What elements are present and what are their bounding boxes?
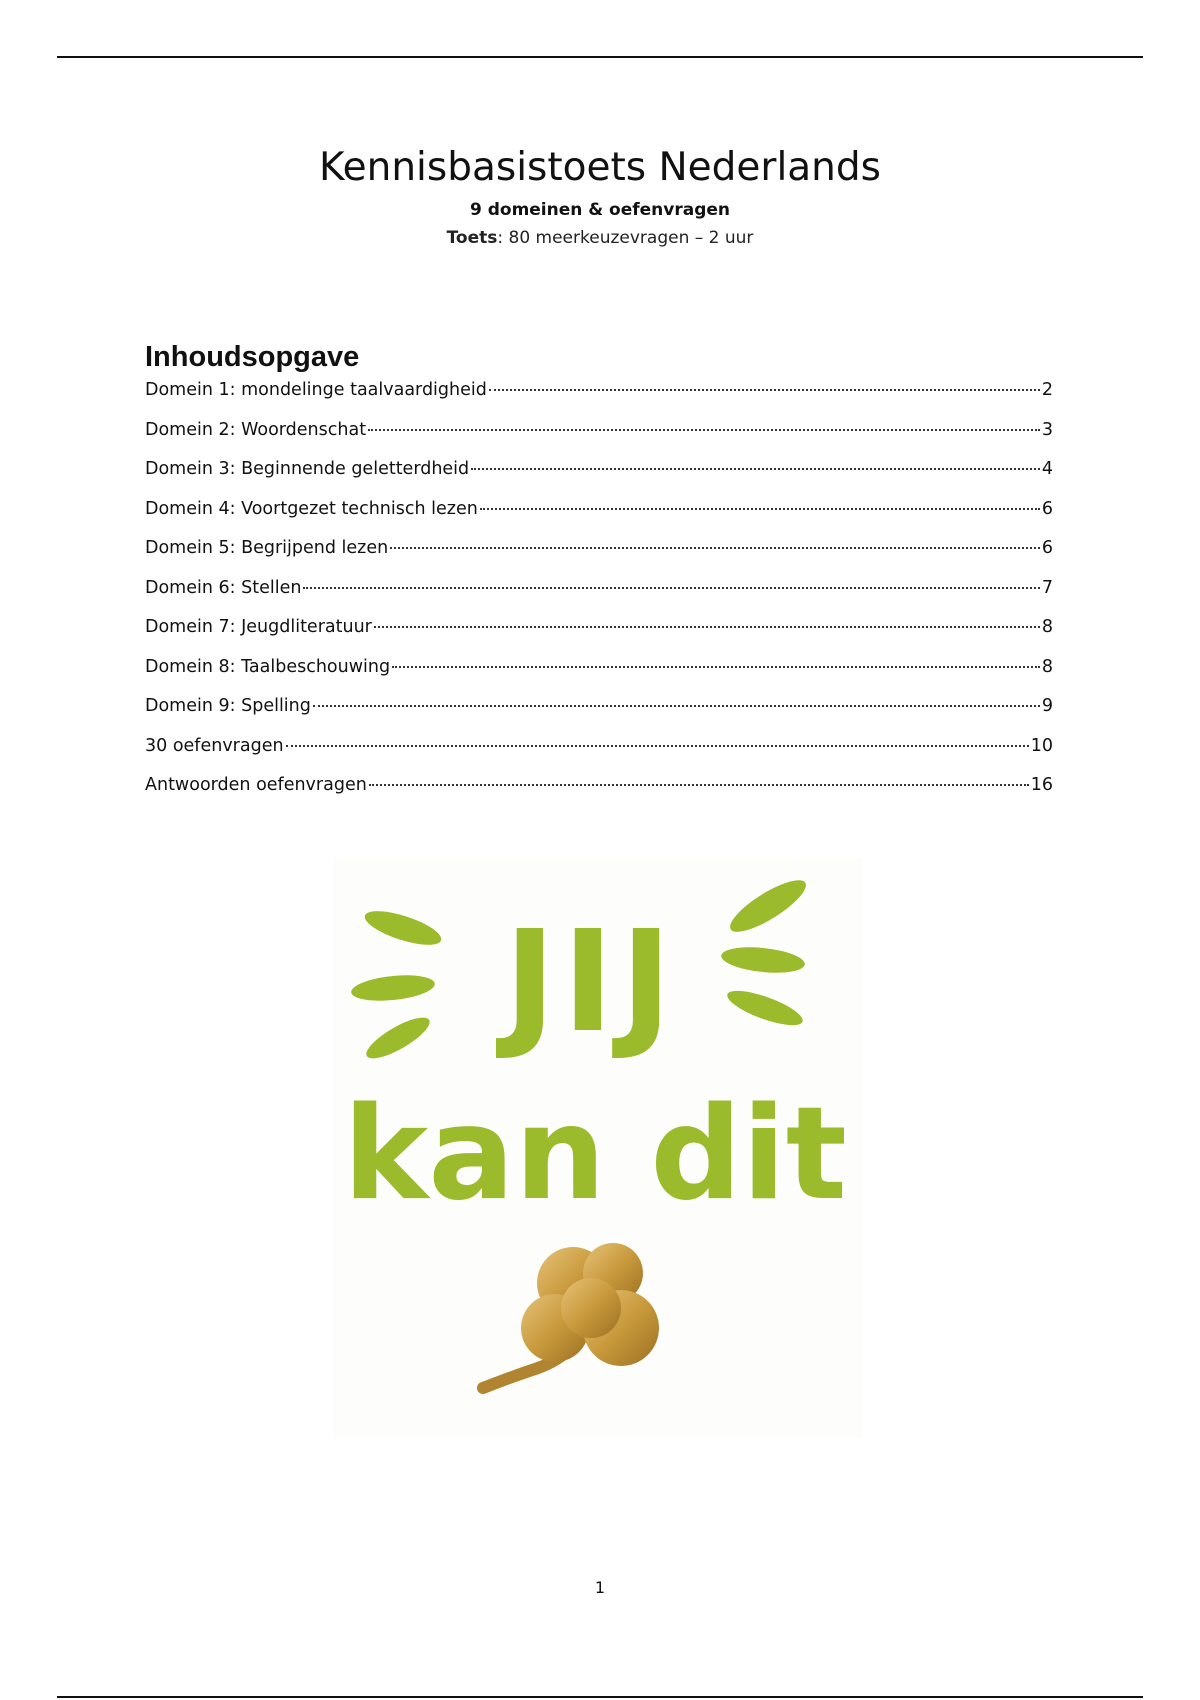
toc-entry-page: 8 xyxy=(1041,656,1053,677)
document-subtitle: 9 domeinen & oefenvragen xyxy=(469,200,731,220)
toc-entry[interactable] xyxy=(145,617,1053,657)
illustration-line1: JIJ xyxy=(503,901,679,1064)
toc-entry[interactable] xyxy=(145,736,1053,776)
toc-entry-label: Domein 5: Begrijpend lezen xyxy=(145,538,389,558)
toc-entry-page: 7 xyxy=(1041,577,1053,598)
left-burst-strokes xyxy=(350,904,445,1065)
toc-entry-label: Domein 6: Stellen xyxy=(145,577,302,598)
document-title: Kennisbasistoets Nederlands xyxy=(319,145,881,190)
toc-entry-page: 10 xyxy=(1030,735,1053,756)
toc-dot-leader xyxy=(286,745,1029,747)
toc-heading: Inhoudsopgave xyxy=(145,341,360,373)
toc-entry[interactable] xyxy=(145,657,1053,697)
header-rule xyxy=(57,56,1143,58)
toc-entry[interactable] xyxy=(145,775,1053,815)
toc-list xyxy=(145,380,1053,815)
toc-entry-label: Domein 2: Woordenschat xyxy=(145,419,367,440)
meta-value: : 80 meerkeuzevragen – 2 uur xyxy=(497,228,754,248)
toc-dot-leader xyxy=(368,429,1040,431)
toc-dot-leader xyxy=(471,468,1040,470)
motivational-illustration-svg xyxy=(333,858,863,1438)
motivational-illustration xyxy=(333,858,863,1438)
page-number: 1 xyxy=(594,1578,606,1597)
illustration-line2: kan dit xyxy=(343,1080,847,1229)
toc-dot-leader xyxy=(489,389,1040,391)
toc-entry-label: Domein 7: Jeugdliteratuur xyxy=(145,617,372,637)
right-burst-strokes xyxy=(720,872,812,1032)
toc-dot-leader xyxy=(390,547,1040,549)
toc-entry[interactable] xyxy=(145,420,1053,460)
title-block xyxy=(0,140,1200,252)
toc-entry-label: Domein 1: mondelinge taalvaardigheid xyxy=(145,380,487,400)
toc-entry[interactable] xyxy=(145,578,1053,618)
document-meta xyxy=(0,224,1200,252)
toc-entry-label: Domein 4: Voortgezet technisch lezen xyxy=(145,498,478,519)
toc-entry[interactable] xyxy=(145,538,1053,578)
toc-entry-page: 8 xyxy=(1041,617,1053,637)
toc-dot-leader xyxy=(369,784,1029,786)
four-leaf-clover-icon xyxy=(483,1243,659,1388)
toc-entry-label: Domein 9: Spelling xyxy=(145,696,311,716)
toc-entry[interactable] xyxy=(145,696,1053,736)
toc-entry[interactable] xyxy=(145,380,1053,420)
toc-dot-leader xyxy=(480,508,1040,510)
toc-dot-leader xyxy=(313,705,1040,707)
toc-entry-label: 30 oefenvragen xyxy=(145,735,284,756)
toc-entry-label: Domein 8: Taalbeschouwing xyxy=(145,656,391,677)
toc-entry[interactable] xyxy=(145,499,1053,539)
toc-entry-page: 6 xyxy=(1041,538,1053,558)
toc-entry[interactable] xyxy=(145,459,1053,499)
footer-rule xyxy=(57,1696,1143,1698)
toc-entry-page: 16 xyxy=(1030,775,1053,795)
table-of-contents xyxy=(145,336,1053,815)
toc-dot-leader xyxy=(392,666,1040,668)
toc-entry-page: 2 xyxy=(1041,380,1053,400)
toc-entry-page: 3 xyxy=(1041,419,1053,440)
toc-entry-label: Domein 3: Beginnende geletterdheid xyxy=(145,459,470,479)
toc-entry-page: 9 xyxy=(1041,696,1053,716)
meta-label: Toets xyxy=(446,228,498,248)
toc-entry-label: Antwoorden oefenvragen xyxy=(145,775,367,795)
toc-entry-page: 6 xyxy=(1041,498,1053,519)
toc-dot-leader xyxy=(303,587,1039,589)
toc-dot-leader xyxy=(374,626,1040,628)
toc-entry-page: 4 xyxy=(1041,459,1053,479)
